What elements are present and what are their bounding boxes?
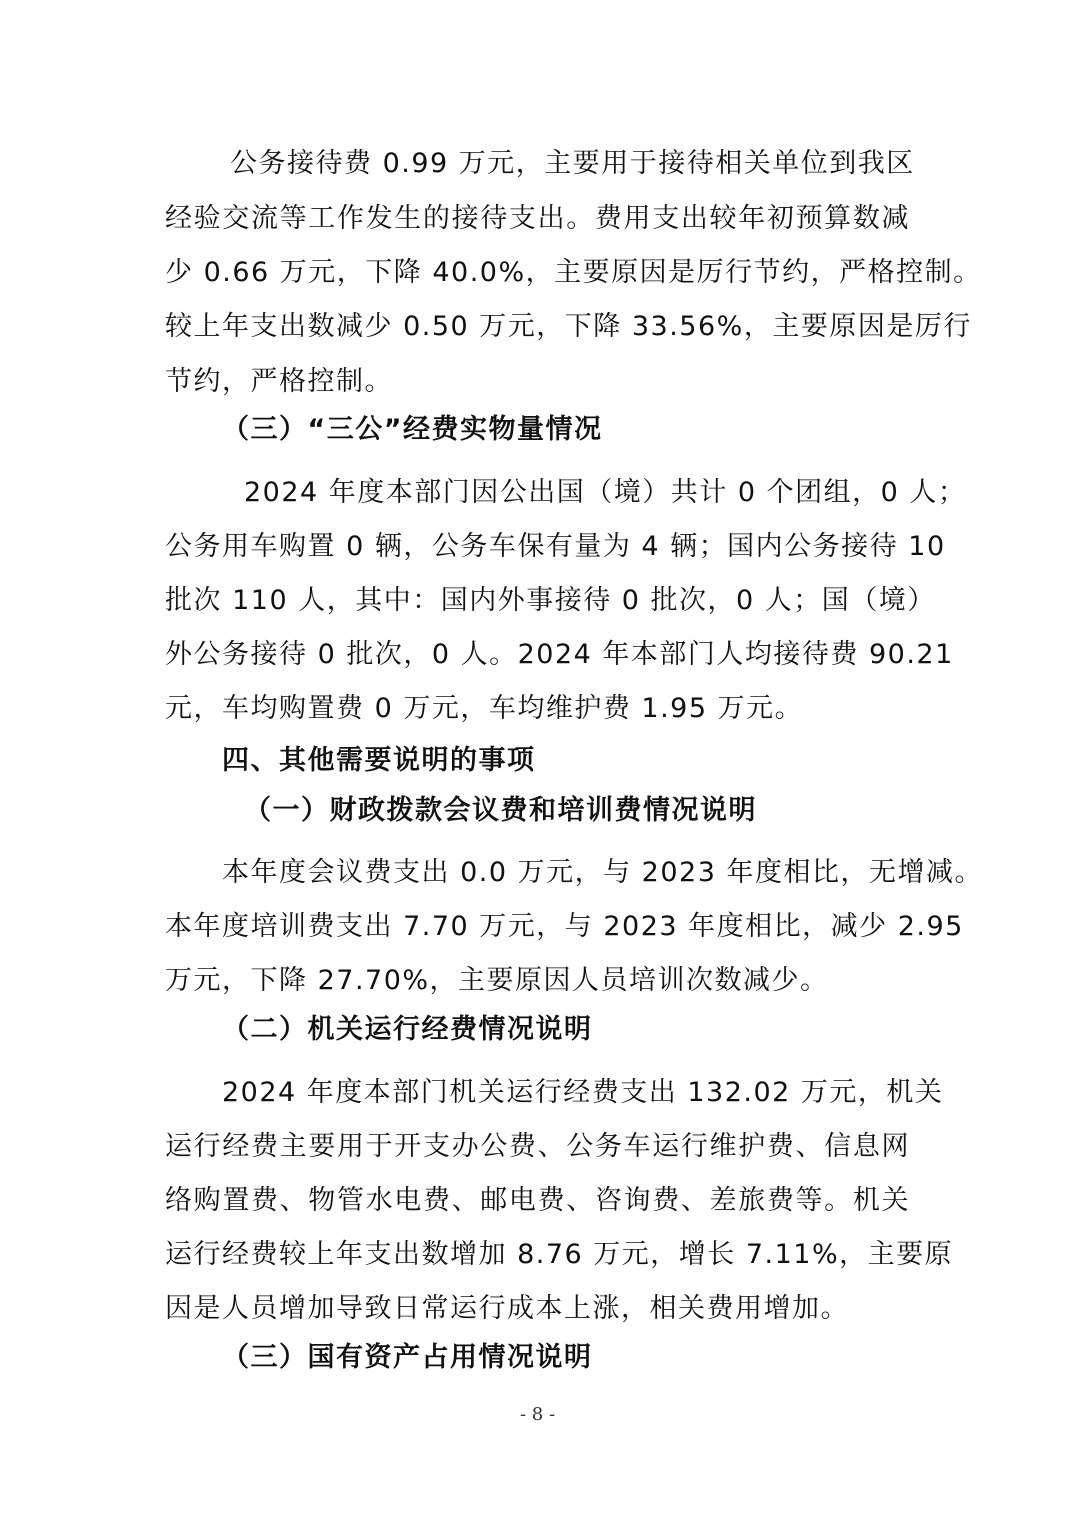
paragraph-line: 批次 110 人，其中：国内外事接待 0 批次，0 人；国（境）	[165, 585, 936, 616]
paragraph-line: 因是人员增加导致日常运行成本上涨，相关费用增加。	[165, 1293, 849, 1324]
paragraph-line: 公务用车购置 0 辆，公务车保有量为 4 辆；国内公务接待 10	[165, 531, 946, 562]
paragraph-line: 运行经费主要用于开支办公费、公务车运行维护费、信息网	[165, 1131, 910, 1162]
paragraph-line: 外公务接待 0 批次，0 人。2024 年本部门人均接待费 90.21	[165, 639, 954, 670]
paragraph-line: 2024 年度本部门因公出国（境）共计 0 个团组，0 人；	[244, 477, 967, 508]
paragraph-line: 2024 年度本部门机关运行经费支出 132.02 万元，机关	[222, 1077, 944, 1108]
paragraph-line: 运行经费较上年支出数增加 8.76 万元，增长 7.11%，主要原	[165, 1239, 954, 1270]
paragraph-line: 本年度培训费支出 7.70 万元，与 2023 年度相比，减少 2.95	[165, 911, 964, 942]
paragraph-line: 少 0.66 万元，下降 40.0%，主要原因是厉行节约，严格控制。	[165, 257, 982, 288]
section-heading: （三）国有资产占用情况说明	[222, 1342, 593, 1373]
section-heading: （一）财政拨款会议费和培训费情况说明	[244, 795, 757, 826]
paragraph-line: 本年度会议费支出 0.0 万元，与 2023 年度相比，无增减。	[222, 857, 983, 888]
paragraph-line: 节约，严格控制。	[165, 366, 393, 397]
paragraph-line: 万元，下降 27.70%，主要原因人员培训次数减少。	[165, 965, 829, 996]
page-number: - 8 -	[519, 1404, 556, 1425]
paragraph-line: 元，车均购置费 0 万元，车均维护费 1.95 万元。	[165, 693, 804, 724]
paragraph-line: 经验交流等工作发生的接待支出。费用支出较年初预算数减	[165, 203, 910, 234]
paragraph-line: 公务接待费 0.99 万元，主要用于接待相关单位到我区	[230, 148, 915, 179]
paragraph-line: 络购置费、物管水电费、邮电费、咨询费、差旅费等。机关	[165, 1185, 910, 1216]
chapter-heading: 四、其他需要说明的事项	[222, 745, 536, 776]
section-heading: （三）“三公”经费实物量情况	[222, 414, 603, 445]
section-heading: （二）机关运行经费情况说明	[222, 1014, 593, 1045]
paragraph-line: 较上年支出数减少 0.50 万元，下降 33.56%，主要原因是厉行	[165, 311, 972, 342]
